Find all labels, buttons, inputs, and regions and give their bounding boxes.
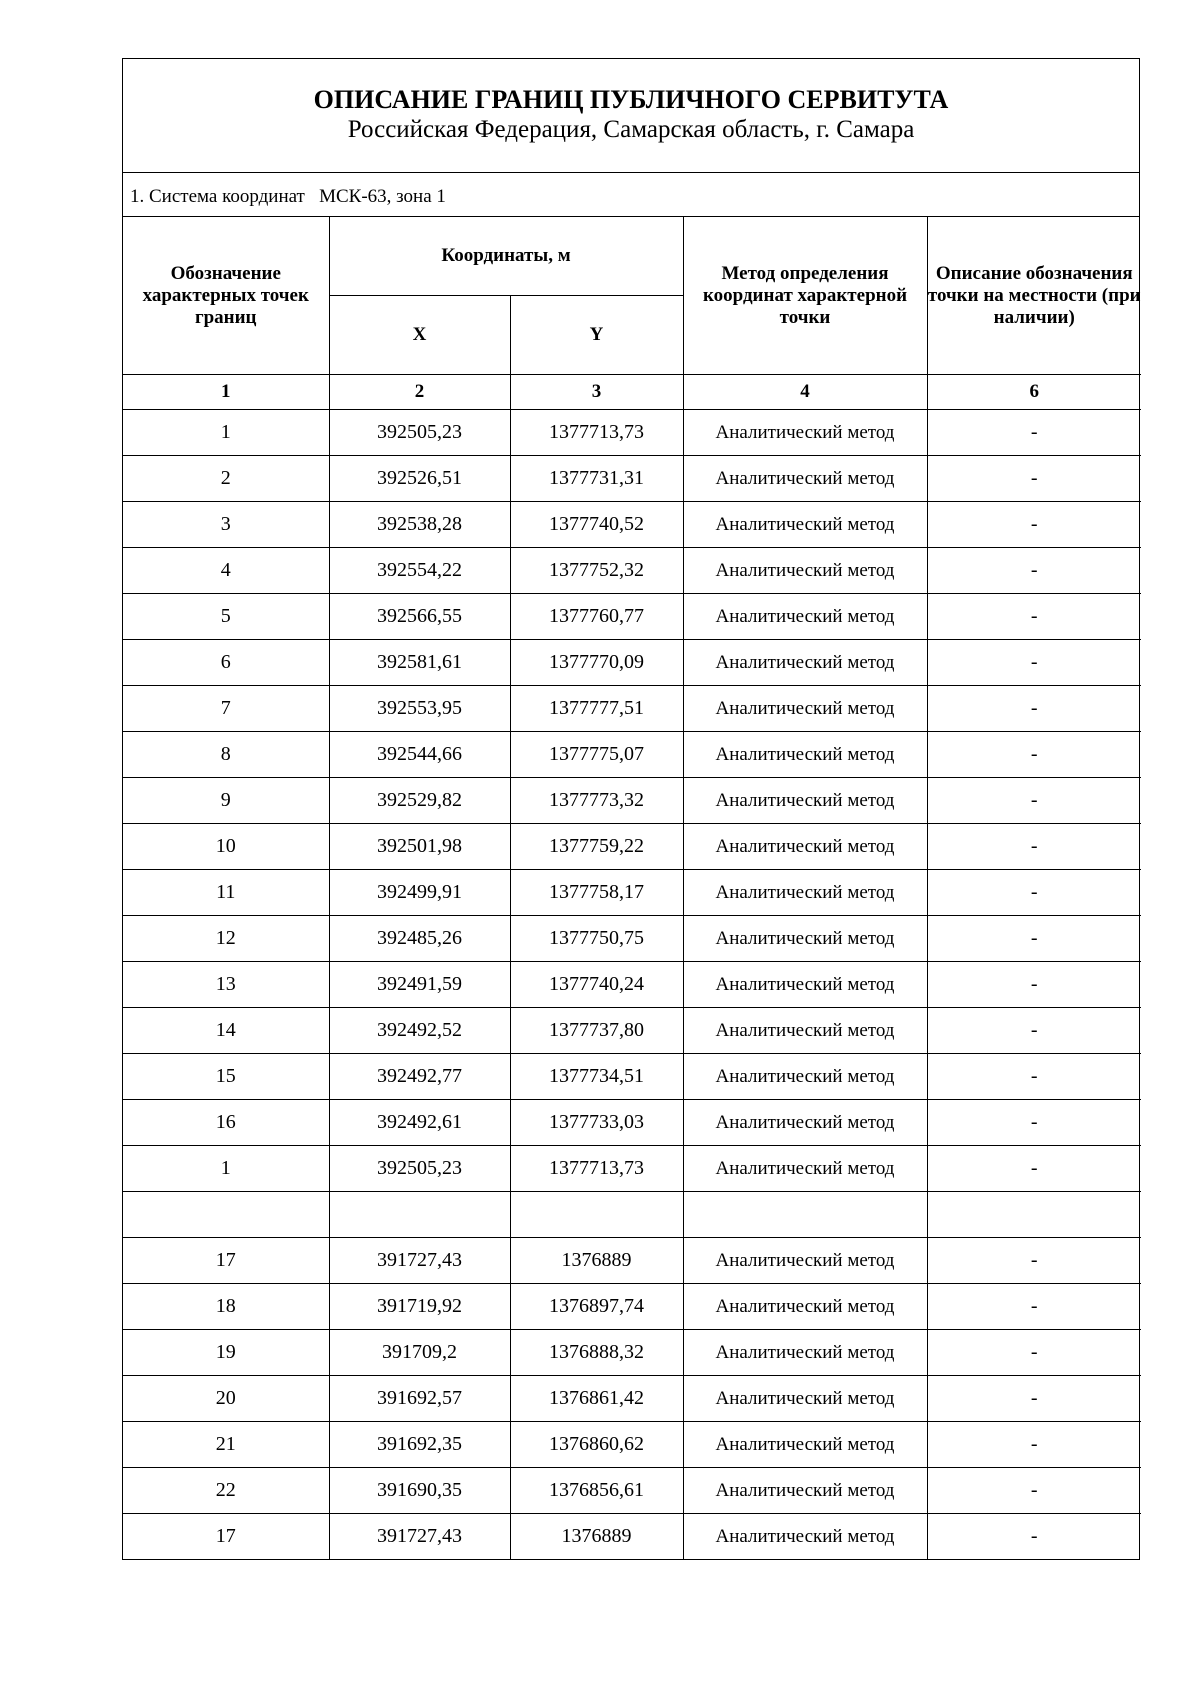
point-number-cell: 19	[123, 1330, 329, 1376]
point-number-cell: 1	[123, 410, 329, 456]
description-cell: -	[927, 778, 1141, 824]
description-cell: -	[927, 548, 1141, 594]
point-number-cell: 14	[123, 1008, 329, 1054]
method-cell: Аналитический метод	[683, 548, 927, 594]
column-number: 4	[683, 375, 927, 410]
table-row	[123, 640, 1141, 686]
point-number-cell: 17	[123, 1514, 329, 1560]
x-coordinate-cell: 391727,43	[329, 1238, 510, 1284]
method-cell: Аналитический метод	[683, 1100, 927, 1146]
y-coordinate-cell: 1377760,77	[510, 594, 683, 640]
column-number: 6	[927, 375, 1141, 410]
y-coordinate-cell: 1377773,32	[510, 778, 683, 824]
table-row	[123, 732, 1141, 778]
x-coordinate-cell: 391692,57	[329, 1376, 510, 1422]
method-cell: Аналитический метод	[683, 1422, 927, 1468]
method-cell: Аналитический метод	[683, 686, 927, 732]
x-coordinate-cell: 392505,23	[329, 410, 510, 456]
x-coordinate-cell: 392505,23	[329, 1146, 510, 1192]
y-coordinate-cell: 1376889	[510, 1514, 683, 1560]
description-cell: -	[927, 1054, 1141, 1100]
point-number-cell: 13	[123, 962, 329, 1008]
x-coordinate-cell: 392529,82	[329, 778, 510, 824]
y-coordinate-cell: 1377759,22	[510, 824, 683, 870]
y-coordinate-cell: 1377740,24	[510, 962, 683, 1008]
method-cell: Аналитический метод	[683, 732, 927, 778]
table-row	[123, 778, 1141, 824]
x-coordinate-cell: 391690,35	[329, 1468, 510, 1514]
y-coordinate-cell: 1377750,75	[510, 916, 683, 962]
table-row	[123, 1100, 1141, 1146]
point-number-cell: 18	[123, 1284, 329, 1330]
x-coordinate-cell: 391719,92	[329, 1284, 510, 1330]
description-cell: -	[927, 824, 1141, 870]
table-row	[123, 1054, 1141, 1100]
x-coordinate-cell: 392566,55	[329, 594, 510, 640]
table-row	[123, 1514, 1141, 1560]
x-coordinate-cell: 392501,98	[329, 824, 510, 870]
point-number-cell: 6	[123, 640, 329, 686]
y-coordinate-cell: 1377777,51	[510, 686, 683, 732]
point-number-cell: 21	[123, 1422, 329, 1468]
x-coordinate-cell: 391692,35	[329, 1422, 510, 1468]
x-coordinate-cell: 392544,66	[329, 732, 510, 778]
header-description: Описание обозначения точки на местности (при наличии)	[927, 217, 1141, 375]
point-number-cell: 17	[123, 1238, 329, 1284]
method-cell: Аналитический метод	[683, 962, 927, 1008]
x-coordinate-cell: 392538,28	[329, 502, 510, 548]
description-cell: -	[927, 1238, 1141, 1284]
point-number-cell: 10	[123, 824, 329, 870]
description-cell: -	[927, 594, 1141, 640]
point-number-cell: 5	[123, 594, 329, 640]
y-coordinate-cell: 1377775,07	[510, 732, 683, 778]
header-method: Метод определения координат характерной точки	[683, 217, 927, 375]
table-row	[123, 502, 1141, 548]
x-coordinate-cell: 392553,95	[329, 686, 510, 732]
point-number-cell: 16	[123, 1100, 329, 1146]
table-row	[123, 686, 1141, 732]
header-point-designation: Обозначение характерных точек границ	[123, 217, 329, 375]
table-row	[123, 1330, 1141, 1376]
column-number: 2	[329, 375, 510, 410]
x-coordinate-cell: 391709,2	[329, 1330, 510, 1376]
column-number: 1	[123, 375, 329, 410]
point-number-cell: 20	[123, 1376, 329, 1422]
y-coordinate-cell: 1377758,17	[510, 870, 683, 916]
y-coordinate-cell: 1377752,32	[510, 548, 683, 594]
description-cell: -	[927, 916, 1141, 962]
description-cell: -	[927, 1468, 1141, 1514]
method-cell: Аналитический метод	[683, 1146, 927, 1192]
method-cell: Аналитический метод	[683, 1238, 927, 1284]
coordinate-system-row: 1. Система координат МСК-63, зона 1	[123, 173, 1139, 217]
table-row	[123, 870, 1141, 916]
x-coordinate-cell: 392581,61	[329, 640, 510, 686]
method-cell: Аналитический метод	[683, 1008, 927, 1054]
point-number-cell: 7	[123, 686, 329, 732]
y-coordinate-cell: 1376889	[510, 1238, 683, 1284]
header-coordinates: Координаты, м	[329, 217, 683, 296]
point-number-cell: 22	[123, 1468, 329, 1514]
x-coordinate-cell: 392554,22	[329, 548, 510, 594]
point-number-cell: 9	[123, 778, 329, 824]
description-cell: -	[927, 1422, 1141, 1468]
description-cell: -	[927, 732, 1141, 778]
description-cell: -	[927, 502, 1141, 548]
point-number-cell: 12	[123, 916, 329, 962]
table-row	[123, 1238, 1141, 1284]
table-row	[123, 1468, 1141, 1514]
method-cell: Аналитический метод	[683, 916, 927, 962]
method-cell: Аналитический метод	[683, 502, 927, 548]
coordinates-table	[123, 217, 1141, 1559]
method-cell: Аналитический метод	[683, 824, 927, 870]
description-cell: -	[927, 1284, 1141, 1330]
point-number-cell: 15	[123, 1054, 329, 1100]
method-cell: Аналитический метод	[683, 456, 927, 502]
point-number-cell: 8	[123, 732, 329, 778]
description-cell: -	[927, 1146, 1141, 1192]
method-cell: Аналитический метод	[683, 870, 927, 916]
point-number-cell: 3	[123, 502, 329, 548]
x-coordinate-cell: 392492,77	[329, 1054, 510, 1100]
point-number-cell: 2	[123, 456, 329, 502]
header-y: Y	[510, 296, 683, 375]
point-number-cell	[123, 1192, 329, 1238]
x-coordinate-cell: 392485,26	[329, 916, 510, 962]
table-row	[123, 824, 1141, 870]
y-coordinate-cell	[510, 1192, 683, 1238]
method-cell: Аналитический метод	[683, 1330, 927, 1376]
title-block	[123, 59, 1139, 173]
method-cell	[683, 1192, 927, 1238]
description-cell: -	[927, 1100, 1141, 1146]
x-coordinate-cell: 392491,59	[329, 962, 510, 1008]
table-row	[123, 1284, 1141, 1330]
table-row	[123, 1192, 1141, 1238]
y-coordinate-cell: 1376860,62	[510, 1422, 683, 1468]
method-cell: Аналитический метод	[683, 640, 927, 686]
y-coordinate-cell: 1376897,74	[510, 1284, 683, 1330]
y-coordinate-cell: 1376861,42	[510, 1376, 683, 1422]
y-coordinate-cell: 1377731,31	[510, 456, 683, 502]
y-coordinate-cell: 1377713,73	[510, 1146, 683, 1192]
method-cell: Аналитический метод	[683, 410, 927, 456]
column-number-row	[123, 375, 1141, 410]
y-coordinate-cell: 1377770,09	[510, 640, 683, 686]
description-cell: -	[927, 870, 1141, 916]
method-cell: Аналитический метод	[683, 1468, 927, 1514]
table-row	[123, 1146, 1141, 1192]
document-title: ОПИСАНИЕ ГРАНИЦ ПУБЛИЧНОГО СЕРВИТУТА	[313, 85, 949, 114]
table-row	[123, 594, 1141, 640]
description-cell: -	[927, 410, 1141, 456]
y-coordinate-cell: 1377733,03	[510, 1100, 683, 1146]
column-number: 3	[510, 375, 683, 410]
y-coordinate-cell: 1376856,61	[510, 1468, 683, 1514]
method-cell: Аналитический метод	[683, 1376, 927, 1422]
description-cell: -	[927, 1008, 1141, 1054]
table-row	[123, 456, 1141, 502]
description-cell: -	[927, 1330, 1141, 1376]
table-row	[123, 1008, 1141, 1054]
x-coordinate-cell: 391727,43	[329, 1514, 510, 1560]
table-row	[123, 916, 1141, 962]
point-number-cell: 4	[123, 548, 329, 594]
description-cell: -	[927, 962, 1141, 1008]
description-cell: -	[927, 1376, 1141, 1422]
method-cell: Аналитический метод	[683, 778, 927, 824]
table-row	[123, 1376, 1141, 1422]
description-cell: -	[927, 640, 1141, 686]
y-coordinate-cell: 1377740,52	[510, 502, 683, 548]
x-coordinate-cell: 392499,91	[329, 870, 510, 916]
x-coordinate-cell: 392492,52	[329, 1008, 510, 1054]
y-coordinate-cell: 1377713,73	[510, 410, 683, 456]
y-coordinate-cell: 1376888,32	[510, 1330, 683, 1376]
method-cell: Аналитический метод	[683, 1284, 927, 1330]
y-coordinate-cell: 1377734,51	[510, 1054, 683, 1100]
table-row	[123, 1422, 1141, 1468]
description-cell	[927, 1192, 1141, 1238]
x-coordinate-cell: 392492,61	[329, 1100, 510, 1146]
header-x: X	[329, 296, 510, 375]
point-number-cell: 11	[123, 870, 329, 916]
x-coordinate-cell: 392526,51	[329, 456, 510, 502]
method-cell: Аналитический метод	[683, 594, 927, 640]
method-cell: Аналитический метод	[683, 1514, 927, 1560]
description-cell: -	[927, 686, 1141, 732]
description-cell: -	[927, 456, 1141, 502]
table-row	[123, 962, 1141, 1008]
method-cell: Аналитический метод	[683, 1054, 927, 1100]
point-number-cell: 1	[123, 1146, 329, 1192]
table-row	[123, 548, 1141, 594]
x-coordinate-cell	[329, 1192, 510, 1238]
document-subtitle: Российская Федерация, Самарская область, г. Самара	[347, 116, 915, 143]
description-cell: -	[927, 1514, 1141, 1560]
y-coordinate-cell: 1377737,80	[510, 1008, 683, 1054]
table-row	[123, 410, 1141, 456]
servitude-boundary-document	[122, 58, 1140, 1560]
